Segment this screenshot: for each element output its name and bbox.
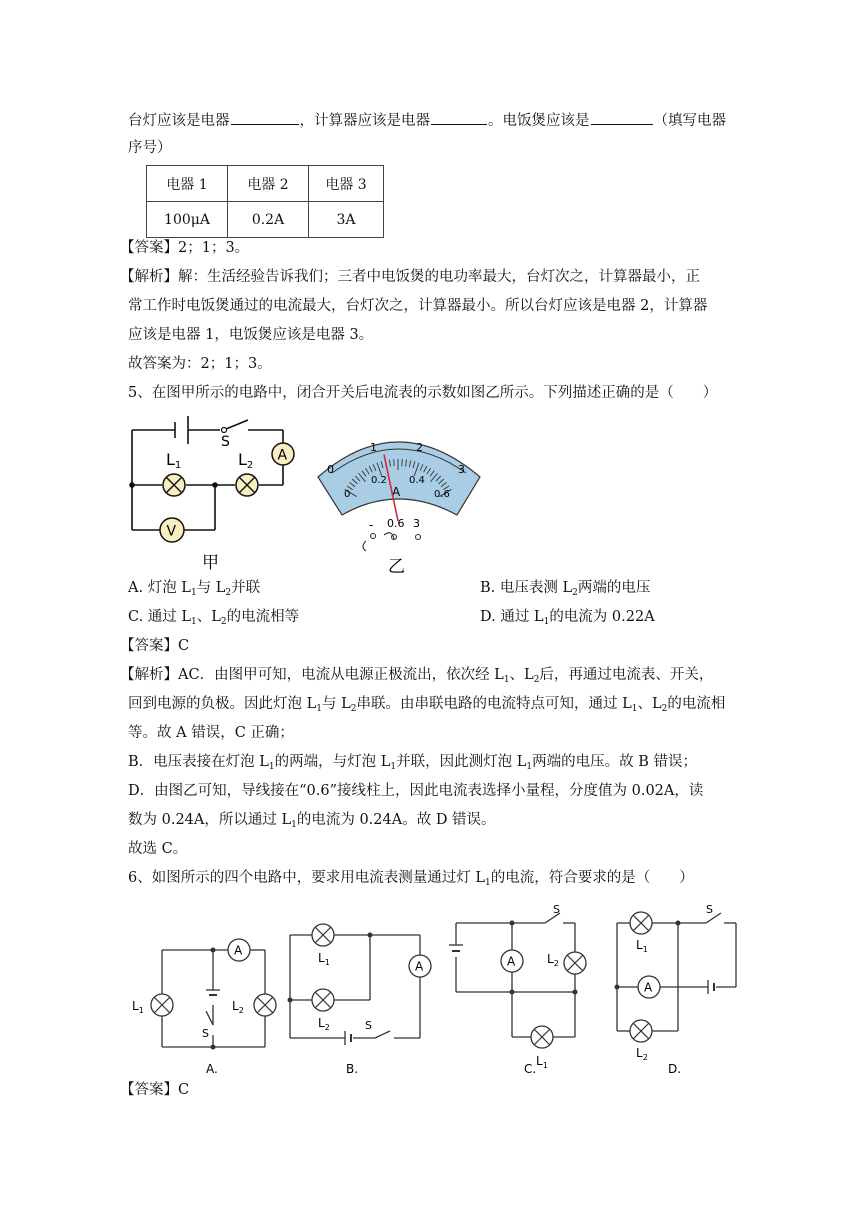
terminal-label: - (369, 518, 374, 532)
lamp-L2-label: $L_2$ (636, 1046, 648, 1062)
q6-stem: 6、如图所示的四个电路中，要求用电流表测量通过灯 $L_1$的电流，符合要求的是（ ） (128, 870, 694, 888)
table-header: 电器 1 (147, 166, 228, 202)
answer-blank-1[interactable] (231, 110, 299, 125)
table-cell: 3A (309, 202, 384, 238)
switch-label: S (553, 903, 560, 916)
lamp-L1 (151, 994, 173, 1016)
switch-symbol (222, 420, 249, 433)
figure-yi-ammeter-dial (312, 425, 487, 575)
q4-analysis-line: 【解析】解：生活经验告诉我们；三者中电饭煲的电功率最大，台灯次之，计算器最小，正 (120, 269, 700, 285)
meter-bottom-tick: 0.6 (434, 489, 450, 500)
table-cell: 100μA (147, 202, 228, 238)
ammeter-symbol (501, 950, 523, 972)
q5-analysis-line: 回到电源的负极。因此灯泡 $L_1$与 $L_2$串联。由串联电路的电流特点可知，通过 $L_1$、$L_2$的电流相 (128, 696, 726, 714)
table-header-row (147, 166, 384, 202)
table-row (147, 202, 384, 238)
terminal-label: 0.6 (387, 517, 405, 530)
q4-stem-b: ，计算器应该是电器 (299, 113, 430, 129)
circuit-caption: B. (346, 1062, 359, 1076)
answer-blank-2[interactable] (431, 110, 487, 125)
q4-stem-line1 (128, 110, 726, 131)
table-header: 电器 3 (309, 166, 384, 202)
q5-analysis-line: 【解析】AC．由图甲可知，电流从电源正极流出，依次经 $L_1$、$L_2$后，再通过电流表、开关， (120, 667, 714, 685)
q4-answer: 【答案】2；1；3。 (120, 240, 250, 256)
circuit-C (449, 903, 586, 1070)
meter-top-tick: 2 (416, 441, 423, 454)
q5-option-B[interactable]: B. 电压表测 $L_2$两端的电压 (480, 580, 651, 598)
appliance-table (146, 165, 384, 238)
q5-option-C[interactable]: C. 通过 $L_1$、$L_2$的电流相等 (128, 609, 300, 627)
svg-text:A: A (277, 447, 288, 464)
lamp-L1 (531, 1026, 553, 1048)
lamp-L1-label: $L_1$ (318, 951, 330, 967)
meter-face (318, 442, 480, 515)
terminal-label: 3 (413, 517, 420, 530)
circuit-caption: D. (668, 1062, 682, 1076)
circuit-B (288, 924, 432, 1045)
table-header: 电器 2 (228, 166, 309, 202)
lamp-L1 (312, 924, 334, 946)
q5-analysis-line: B．电压表接在灯泡 $L_1$的两端，与灯泡 $L_1$并联，因此测灯泡 $L_1$两端的电压。故 B 错误； (128, 754, 697, 772)
meter-bottom-tick: 0 (344, 489, 351, 500)
meter-bottom-tick: 0.2 (371, 475, 387, 486)
lamp-L1-label: $L_1$ (536, 1054, 548, 1070)
q5-conclusion: 故选 C。 (128, 841, 188, 857)
svg-text:V: V (166, 523, 177, 540)
switch-label: S (202, 1027, 209, 1040)
meter-top-tick: 3 (458, 463, 465, 476)
lamp-L2-label: $L_2$ (232, 999, 244, 1015)
switch-label: S (706, 903, 713, 916)
meter-unit: A (392, 485, 401, 499)
lamp-L2 (630, 1020, 652, 1042)
lamp-L1-label: L1 (166, 450, 182, 471)
circuit-D (615, 903, 737, 1062)
ammeter-symbol (228, 939, 250, 961)
figure-jia-label: 甲 (202, 553, 219, 573)
q4-analysis-line: 常工作时电饭煲通过的电流最大，台灯次之，计算器最小。所以台灯应该是电器 2，计算器 (128, 298, 708, 314)
lamp-L1 (163, 474, 185, 496)
meter-top-tick: 1 (370, 441, 377, 454)
lamp-L2 (312, 989, 334, 1011)
switch-label: S (221, 434, 230, 450)
q5-analysis-line: 数为 0.24A，所以通过 $L_1$的电流为 0.24A。故 D 错误。 (128, 812, 496, 830)
table-cell: 0.2A (228, 202, 309, 238)
answer-blank-3[interactable] (591, 110, 653, 125)
q5-option-A[interactable]: A. 灯泡 $L_1$与 $L_2$并联 (128, 580, 261, 598)
svg-text:A: A (644, 980, 653, 995)
q5-answer: 【答案】C (120, 638, 190, 654)
figure-yi-label: 乙 (388, 557, 405, 575)
svg-text:A: A (415, 959, 424, 974)
meter-bottom-tick: 0.4 (409, 475, 425, 486)
circuit-caption: A. (206, 1062, 218, 1076)
lamp-L2 (564, 952, 586, 974)
ammeter-symbol (409, 955, 431, 977)
lamp-L2 (254, 994, 276, 1016)
battery-symbol (175, 416, 188, 444)
q4-stem-a: 台灯应该是电器 (128, 113, 230, 129)
circuit-A (132, 939, 276, 1050)
voltmeter-symbol (160, 518, 184, 542)
q6-answer: 【答案】C (120, 1082, 190, 1098)
lamp-L2-label: L2 (238, 450, 254, 471)
ammeter-symbol (272, 443, 294, 465)
q4-stem-d: （填写电器 (653, 113, 726, 129)
switch-label: S (365, 1019, 372, 1032)
lamp-L2 (236, 474, 258, 496)
lamp-L1 (630, 912, 652, 934)
q5-option-D[interactable]: D. 通过 $L_1$的电流为 0.22A (480, 609, 655, 627)
q6-circuits-figure (120, 895, 750, 1080)
svg-text:A: A (507, 954, 516, 969)
lamp-L1-label: $L_1$ (636, 938, 648, 954)
q4-stem-line2: 序号） (128, 140, 172, 156)
q4-stem-c: 。电饭煲应该是 (488, 113, 590, 129)
ammeter-symbol (638, 976, 660, 998)
lamp-L2-label: $L_2$ (318, 1016, 330, 1032)
q4-conclusion: 故答案为：2；1；3。 (128, 356, 272, 372)
q4-analysis-line: 应该是电器 1，电饭煲应该是电器 3。 (128, 327, 374, 343)
svg-text:A: A (234, 943, 243, 958)
lamp-L2-label: $L_2$ (547, 952, 559, 968)
q5-analysis-line: 等。故 A 错误，C 正确； (128, 725, 294, 741)
q5-analysis-line: D．由图乙可知，导线接在“0.6”接线柱上，因此电流表选择小量程，分度值为 0.02A，读 (128, 783, 704, 799)
figure-jia-circuit (120, 410, 310, 575)
q5-stem: 5、在图甲所示的电路中，闭合开关后电流表的示数如图乙所示。下列描述正确的是（ ） (128, 385, 718, 401)
meter-top-tick: 0 (327, 463, 334, 476)
circuit-caption: C. (524, 1062, 537, 1076)
lamp-L1-label: $L_1$ (132, 999, 144, 1015)
